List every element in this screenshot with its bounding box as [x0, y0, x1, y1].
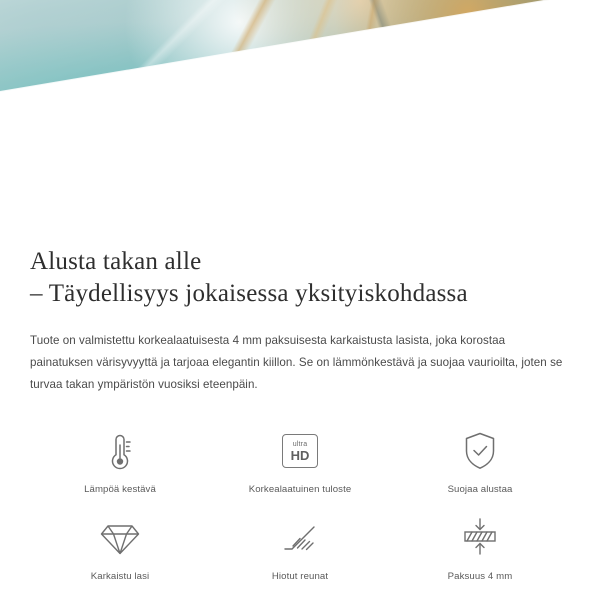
feature-label: Karkaistu lasi	[90, 571, 150, 582]
feature-item	[210, 509, 390, 582]
feature-item	[30, 422, 210, 495]
content-section	[0, 222, 600, 582]
headline-line-2: – Täydellisyys jokaisessa yksityiskohdassa	[30, 280, 468, 307]
shield-check-icon	[461, 428, 499, 474]
feature-label: Korkealaatuinen tuloste	[248, 484, 352, 495]
feature-label: Suojaa alustaa	[447, 484, 513, 495]
ultra-hd-badge-bottom: HD	[290, 447, 310, 463]
ultra-hd-badge-top: ultra	[292, 440, 308, 448]
feature-item	[210, 422, 390, 495]
headline-line-1: Alusta takan alle	[30, 248, 202, 275]
diamond-icon	[98, 515, 142, 561]
ultra-hd-icon	[282, 428, 318, 474]
hero-image	[0, 0, 600, 222]
feature-item	[30, 509, 210, 582]
feature-item	[390, 509, 570, 582]
feature-grid	[30, 422, 570, 582]
feature-label: Hiotut reunat	[271, 571, 329, 582]
thermometer-icon	[105, 428, 135, 474]
feature-item	[390, 422, 570, 495]
page-title	[30, 246, 570, 310]
thickness-icon	[460, 515, 500, 561]
feature-label: Paksuus 4 mm	[447, 571, 513, 582]
description-paragraph: Tuote on valmistettu korkealaatuisesta 4 mm paksuisesta karkaistusta lasista, joka korostaa painatuksen värisyvyyttä ja tarjoaa elegantin kiillon. Se on lämmönkestävä ja suojaa vaurioilta, joten se turvaa takan ympäristön vuosiksi eteenpäin.	[30, 334, 563, 391]
feature-label: Lämpöä kestävä	[84, 484, 156, 495]
polished-edges-icon	[280, 515, 320, 561]
